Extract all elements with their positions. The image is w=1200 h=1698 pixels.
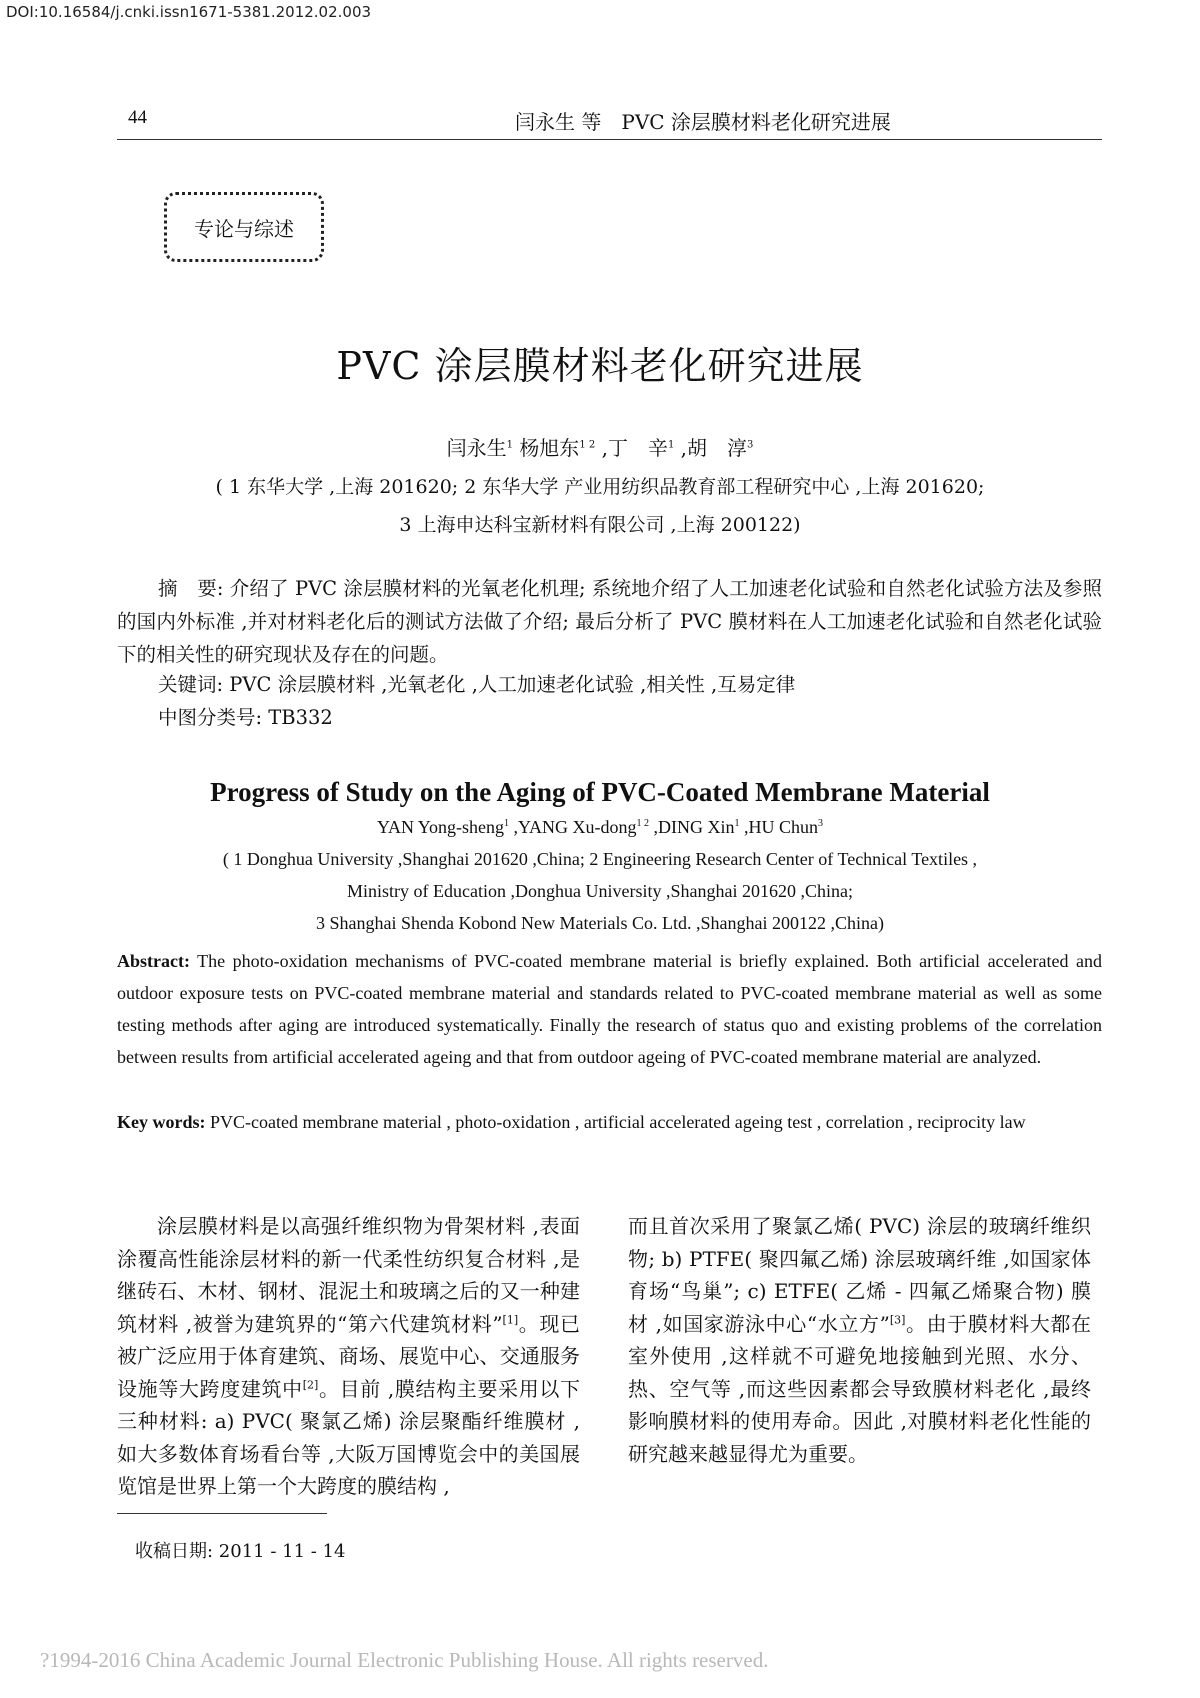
keywords-chinese-label: 关键词: [158, 673, 224, 696]
classification-number [117, 701, 1102, 734]
abstract-english-text: The photo-oxidation mechanisms of PVC-coated membrane material is briefly explained. Both artificial accelerated and outdoor exposure tests on PVC-coated membrane material and standards related to PVC-coated membrane material as well as some testing methods after aging are introduced systematically. Finally the research of status quo and existing problems of the correlation between results from artificial accelerated ageing and that from outdoor ageing of PVC-coated membrane material are analyzed. [117, 951, 1102, 1067]
copyright-watermark: ?1994-2016 China Academic Journal Electronic Publishing House. All rights reserved. [40, 1648, 769, 1672]
author-affiliation-mark: 3 [747, 439, 754, 451]
citation-ref: [3] [889, 1312, 906, 1326]
body-text: 。由于膜材料大都在室外使用 ,这样就不可避免地接触到光照、水分、热、空气等 ,而这些因素都会导致膜材料老化 ,最终影响膜材料的使用寿命。因此 ,对膜材料老化性能的研究越来越显得尤为重要。 [628, 1311, 1092, 1466]
doi-line: DOI:10.16584/j.cnki.issn1671-5381.2012.02.003 [6, 3, 372, 21]
abstract-english-label: Abstract: [117, 951, 190, 971]
keywords-english-text: PVC-coated membrane material , photo-oxidation , artificial accelerated ageing test , correlation , reciprocity law [210, 1112, 1026, 1132]
classification-label: 中图分类号: [158, 706, 263, 729]
title-chinese: PVC 涂层膜材料老化研究进展 [336, 344, 864, 388]
keywords-chinese [117, 668, 1102, 701]
abstract-chinese-text: 介绍了 PVC 涂层膜材料的光氧老化机理; 系统地介绍了人工加速老化试验和自然老化试验方法及参照的国内外标准 ,并对材料老化后的测试方法做了介绍; 最后分析了 PVC 膜材料在人工加速老化试验和自然老化试验下的相关性的研究现状及存在的问题。 [117, 577, 1102, 666]
citation-ref: [1] [502, 1312, 519, 1326]
author-affiliation-mark: 3 [818, 818, 824, 829]
body-text: 。现已被广泛应用于体育建筑、商场、展览中心、交通服务设施等大跨度建筑中 [117, 1311, 580, 1401]
abstract-chinese [117, 572, 1102, 671]
affiliation-chinese-line: 3 上海申达科宝新材料有限公司 ,上海 200122) [399, 514, 801, 536]
page-number: 44 [128, 107, 147, 128]
author-affiliation-mark: 1 [504, 818, 509, 829]
section-label-box [164, 192, 324, 262]
author-name: YAN Yong-sheng [376, 817, 504, 837]
body-column-right [628, 1210, 1091, 1470]
author-affiliation-mark: 1 2 [636, 818, 649, 829]
affiliation-english-line: 3 Shanghai Shenda Kobond New Materials Co. Ltd. ,Shanghai 200122 ,China) [316, 913, 884, 933]
affiliation-english-line: Ministry of Education ,Donghua University ,Shanghai 201620 ,China; [347, 881, 853, 901]
author-affiliation-mark: 1 [506, 439, 513, 451]
header-rule [117, 139, 1102, 140]
abstract-chinese-label: 摘 要: [158, 577, 224, 600]
footnote-rule [117, 1513, 327, 1514]
body-text: 涂层膜材料是以高强纤维织物为骨架材料 ,表面涂覆高性能涂层材料的新一代柔性纺织复合材料 ,是继砖石、木材、钢材、混泥土和玻璃之后的又一种建筑材料 ,被誉为建筑界的“第六代建筑材料” [117, 1214, 580, 1336]
author-affiliation-mark: 1 [734, 818, 740, 829]
body-column-left [117, 1210, 580, 1503]
authors-chinese: 闫永生$^1$ 杨旭东$^{1 2}$ ,丁 辛$^1$ ,胡 淳$^3$ [446, 436, 754, 460]
body-text: 。目前 ,膜结构主要采用以下三种材料: a) PVC( 聚氯乙烯) 涂层聚酯纤维膜材 ,如大多数体育场看台等 ,大阪万国博览会中的美国展览馆是世界上第一个大跨度的膜结构 , [117, 1376, 580, 1498]
received-date: 收稿日期: 2011 - 11 - 14 [135, 1541, 346, 1562]
author-name: 丁 辛 [607, 436, 668, 460]
affiliation-chinese-line: ( 1 东华大学 ,上海 201620; 2 东华大学 产业用纺织品教育部工程研究中心 ,上海 201620; [215, 476, 985, 498]
body-text: 而且首次采用了聚氯乙烯( PVC) 涂层的玻璃纤维织物; b) PTFE( 聚四氟乙烯) 涂层玻璃纤维 ,如国家体育场“鸟巢”; c) ETFE( 乙烯 - 四氟乙烯聚合物) 膜材 ,如国家游泳中心“水立方” [628, 1214, 1091, 1336]
section-label: 专论与综述 [194, 216, 294, 241]
author-name: 胡 淳 [687, 436, 748, 460]
author-name: YANG Xu-dong [518, 817, 637, 837]
keywords-english-label: Key words: [117, 1112, 206, 1132]
author-affiliation-mark: 1 [667, 439, 675, 451]
author-affiliation-mark: 1 2 [579, 439, 596, 451]
abstract-english [117, 945, 1102, 1073]
title-english: Progress of Study on the Aging of PVC-Coated Membrane Material [210, 777, 990, 807]
affiliation-english-line: ( 1 Donghua University ,Shanghai 201620 ,China; 2 Engineering Research Center of Technical Textiles , [222, 849, 978, 869]
author-name: DING Xin [658, 817, 735, 837]
authors-english: YAN Yong-sheng$^1$ ,YANG Xu-dong$^{1 2}$ ,DING Xin$^1$ ,HU Chun$^3$ [376, 817, 824, 837]
keywords-english [117, 1106, 1102, 1138]
author-name: 杨旭东 [519, 436, 580, 460]
classification-text: TB332 [268, 706, 333, 729]
author-name: 闫永生 [446, 436, 507, 460]
keywords-chinese-text: PVC 涂层膜材料 ,光氧老化 ,人工加速老化试验 ,相关性 ,互易定律 [229, 673, 796, 696]
author-name: HU Chun [748, 817, 819, 837]
citation-ref: [2] [302, 1377, 319, 1391]
running-head: 闫永生 等 PVC 涂层膜材料老化研究进展 [515, 110, 891, 134]
